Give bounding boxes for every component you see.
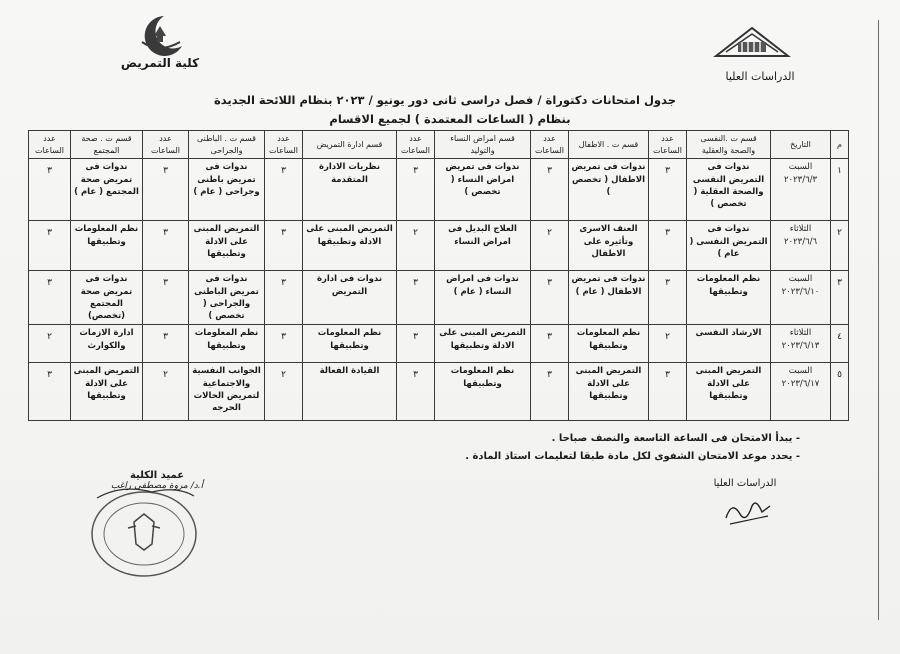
- subject-cell: التمريض المبنى على الادلة وتطبيقها: [303, 221, 397, 271]
- credit-hours-cell: ٣: [397, 271, 435, 325]
- credit-hours-cell: ٣: [143, 271, 189, 325]
- note-exam-start: - يبدأ الامتحان فى الساعة التاسعة والنصف صباحا .: [551, 433, 800, 444]
- college-seal-stamp: [82, 478, 207, 583]
- credit-hours-cell: ٢: [531, 221, 569, 271]
- exam-day: السبت: [788, 274, 813, 285]
- exam-day: الثلاثاء: [789, 328, 812, 339]
- column-header: عدد الساعات: [397, 131, 435, 159]
- exam-day: الثلاثاء: [789, 224, 812, 235]
- row-number: ١: [831, 159, 849, 221]
- column-header: عدد الساعات: [265, 131, 303, 159]
- credit-hours-cell: ٣: [397, 159, 435, 221]
- credit-hours-cell: ٣: [265, 221, 303, 271]
- exam-schedule-table: [28, 130, 849, 421]
- credit-hours-cell: ٣: [649, 221, 687, 271]
- credit-hours-cell: ٣: [29, 221, 71, 271]
- page-edge-line: [878, 20, 879, 620]
- table-header-row: [29, 131, 849, 159]
- table-row: [29, 363, 849, 421]
- credit-hours-cell: ٢: [649, 325, 687, 363]
- subject-cell: ندوات فى تمريض الاطفال ( عام ): [569, 271, 649, 325]
- date-cell: [771, 159, 831, 221]
- subject-cell: ندوات فى تمريض صحة المجتمع ( عام ): [71, 159, 143, 221]
- subject-cell: ندوات فى تمريض الاطفال ( تخصص ): [569, 159, 649, 221]
- credit-hours-cell: ٣: [649, 159, 687, 221]
- exam-date: ٢٠٢٣/٦/١٠: [781, 286, 820, 297]
- column-header: قسم ت . الباطنى والجراحى: [189, 131, 265, 159]
- subject-cell: ندوات فى التمريض النفسى ( عام ): [687, 221, 771, 271]
- dean-name: أ.د/ مروة مصطفى راغب: [110, 481, 204, 491]
- subject-cell: ندوات فى ادارة التمريض: [303, 271, 397, 325]
- exam-day: السبت: [788, 366, 813, 377]
- studies-title: الدراسات العليا: [713, 478, 777, 489]
- subject-cell: ندوات فى التمريض النفسى والصحة العقلية ( تخصص ): [687, 159, 771, 221]
- table-row: [29, 325, 849, 363]
- table-row: [29, 159, 849, 221]
- column-header: قسم ت . صحة المجتمع: [71, 131, 143, 159]
- credit-hours-cell: ٣: [143, 221, 189, 271]
- column-header: عدد الساعات: [531, 131, 569, 159]
- subject-cell: ندوات فى تمريض باطنى وجراحى ( عام ): [189, 159, 265, 221]
- credit-hours-cell: ٣: [397, 325, 435, 363]
- subject-cell: التمريض المبنى على الادلة وتطبيقها: [189, 221, 265, 271]
- column-header: م: [831, 131, 849, 159]
- credit-hours-cell: ٣: [29, 363, 71, 421]
- schedule-subtitle: بنظام ( الساعات المعتمدة ) لجميع الاقسام: [329, 112, 571, 126]
- subject-cell: ندوات فى امراض النساء ( عام ): [435, 271, 531, 325]
- notes-block: [465, 433, 800, 469]
- subject-cell: الجوانب النفسية والاجتماعية لتمريض الحالات الحرجه: [189, 363, 265, 421]
- subject-cell: نظم المعلومات وتطبيقها: [303, 325, 397, 363]
- subject-cell: ادارة الازمات والكوارث: [71, 325, 143, 363]
- university-logo-icon: [712, 22, 792, 58]
- subject-cell: نظريات الادارة المتقدمة: [303, 159, 397, 221]
- handwritten-signature: [718, 492, 778, 528]
- subject-cell: ندوات فى تمريض الباطنى والجراحى ( تخصص ): [189, 271, 265, 325]
- row-number: ٤: [831, 325, 849, 363]
- dean-signature-block: [92, 470, 222, 491]
- subject-cell: التمريض المبنى على الادلة وتطبيقها: [435, 325, 531, 363]
- subject-cell: العنف الاسرى وتأثيره على الاطفال: [569, 221, 649, 271]
- column-header: عدد الساعات: [649, 131, 687, 159]
- credit-hours-cell: ٣: [143, 325, 189, 363]
- credit-hours-cell: ٣: [649, 271, 687, 325]
- subject-cell: التمريض المبنى على الادلة وتطبيقها: [569, 363, 649, 421]
- credit-hours-cell: ٣: [265, 325, 303, 363]
- credit-hours-cell: ٣: [531, 325, 569, 363]
- subject-cell: نظم المعلومات وتطبيقها: [435, 363, 531, 421]
- date-cell: [771, 363, 831, 421]
- subject-cell: نظم المعلومات وتطبيقها: [189, 325, 265, 363]
- credit-hours-cell: ٢: [265, 363, 303, 421]
- table-row: [29, 221, 849, 271]
- credit-hours-cell: ٣: [265, 271, 303, 325]
- credit-hours-cell: ٣: [29, 271, 71, 325]
- schedule-title: جدول امتحانات دكتوراة / فصل دراسى ثانى دور يونيو / ٢٠٢٣ بنظام اللائحة الجديدة: [213, 93, 677, 107]
- date-cell: [771, 325, 831, 363]
- credit-hours-cell: ٣: [531, 271, 569, 325]
- note-oral-exam: - يحدد موعد الامتحان الشفوى لكل مادة طبقا لتعليمات استاذ المادة .: [465, 451, 800, 462]
- column-header: عدد الساعات: [29, 131, 71, 159]
- exam-date: ٢٠٢٣/٦/٦: [783, 236, 818, 247]
- column-header: عدد الساعات: [143, 131, 189, 159]
- exam-day: السبت: [788, 162, 813, 173]
- subject-cell: نظم المعلومات وتطبيقها: [687, 271, 771, 325]
- exam-date: ٢٠٢٣/٦/١٧: [781, 378, 820, 389]
- row-number: ٢: [831, 221, 849, 271]
- exam-date: ٢٠٢٣/٦/١٣: [781, 340, 820, 351]
- credit-hours-cell: ٢: [397, 221, 435, 271]
- credit-hours-cell: ٣: [649, 363, 687, 421]
- column-header: قسم ت .النفسى والصحة والعقلية: [687, 131, 771, 159]
- subject-cell: نظم المعلومات وتطبيقها: [71, 221, 143, 271]
- college-name: كلية التمريض: [120, 56, 200, 70]
- column-header: قسم امراض النساء والتوليد: [435, 131, 531, 159]
- subject-cell: القيادة الفعالة: [303, 363, 397, 421]
- college-logo-icon: [124, 12, 194, 58]
- subject-cell: الارشاد النفسى: [687, 325, 771, 363]
- credit-hours-cell: ٣: [29, 159, 71, 221]
- subject-cell: ندوات فى تمريض صحة المجتمع (تخصص): [71, 271, 143, 325]
- credit-hours-cell: ٣: [531, 159, 569, 221]
- subject-cell: ندوات فى تمريض امراض النساء ( تخصص ): [435, 159, 531, 221]
- date-cell: [771, 271, 831, 325]
- dean-title: عميد الكلية: [129, 470, 185, 481]
- column-header: قسم ت . الاطفال: [569, 131, 649, 159]
- subject-cell: نظم المعلومات وتطبيقها: [569, 325, 649, 363]
- column-header: قسم ادارة التمريض: [303, 131, 397, 159]
- subject-cell: العلاج البديل فى امراض النساء: [435, 221, 531, 271]
- credit-hours-cell: ٣: [265, 159, 303, 221]
- credit-hours-cell: ٣: [397, 363, 435, 421]
- row-number: ٥: [831, 363, 849, 421]
- subject-cell: التمريض المبنى على الادلة وتطبيقها: [687, 363, 771, 421]
- exam-date: ٢٠٢٣/٦/٣: [783, 174, 818, 185]
- date-cell: [771, 221, 831, 271]
- row-number: ٣: [831, 271, 849, 325]
- table-row: [29, 271, 849, 325]
- department-name: الدراسات العليا: [725, 70, 795, 83]
- column-header: التاريخ: [771, 131, 831, 159]
- credit-hours-cell: ٣: [143, 159, 189, 221]
- subject-cell: التمريض المبنى على الادلة وتطبيقها: [71, 363, 143, 421]
- credit-hours-cell: ٢: [29, 325, 71, 363]
- credit-hours-cell: ٣: [531, 363, 569, 421]
- credit-hours-cell: ٢: [143, 363, 189, 421]
